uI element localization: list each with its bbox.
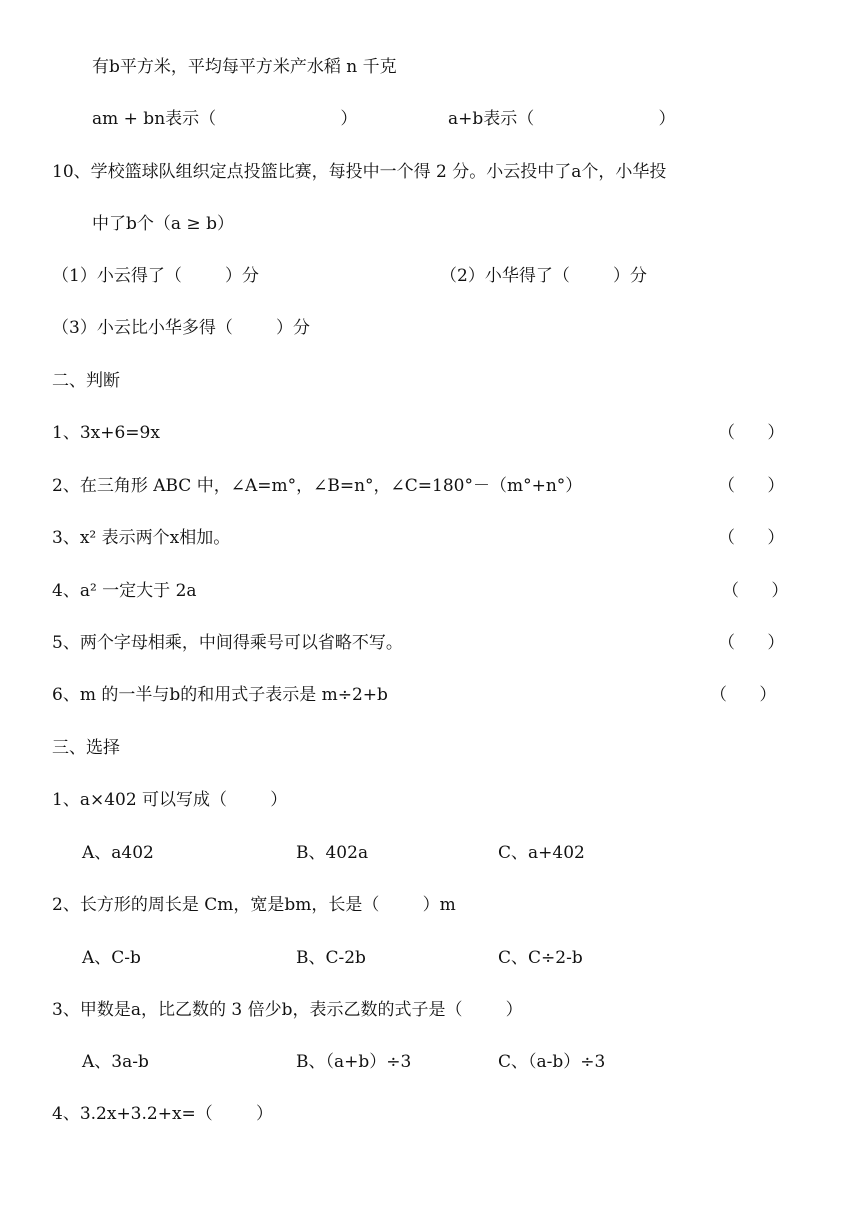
- judge-item-1-answer-paren: （ ）: [718, 423, 785, 443]
- judge-item-1: 1、3x+6=9x: [52, 423, 160, 443]
- judge-item-4: 4、a² 一定大于 2a: [52, 581, 197, 601]
- choice-1-option-b: B、402a: [296, 843, 369, 863]
- choice-3-option-a: A、3a-b: [82, 1052, 149, 1072]
- choice-3-option-c: C、（a-b）÷3: [498, 1052, 606, 1072]
- choice-3-option-b: B、（a+b）÷3: [296, 1052, 412, 1072]
- problem-9-blank-a-plus-b: a+b表示（ ）: [448, 109, 676, 129]
- judge-item-4-answer-paren: （ ）: [722, 581, 789, 601]
- problem-10-stem: 10、学校篮球队组织定点投篮比赛，每投中一个得 2 分。小云投中了a个，小华投: [52, 162, 667, 182]
- judge-item-3: 3、x² 表示两个x相加。: [52, 528, 231, 548]
- problem-10-sub-1: （1）小云得了（ ）分: [52, 266, 260, 286]
- judge-item-5: 5、两个字母相乘，中间得乘号可以省略不写。: [52, 633, 403, 653]
- problem-9-continuation: 有b平方米，平均每平方米产水稻 n 千克: [92, 57, 397, 77]
- choice-1-stem: 1、a×402 可以写成（ ）: [52, 790, 288, 810]
- choice-2-stem: 2、长方形的周长是 Cm，宽是bm，长是（ ）m: [52, 895, 456, 915]
- judge-item-3-answer-paren: （ ）: [718, 528, 785, 548]
- choice-1-option-c: C、a+402: [498, 843, 585, 863]
- choice-3-stem: 3、甲数是a，比乙数的 3 倍少b，表示乙数的式子是（ ）: [52, 1000, 523, 1020]
- choice-1-option-a: A、a402: [82, 843, 154, 863]
- problem-10-sub-2: （2）小华得了（ ）分: [440, 266, 648, 286]
- problem-10-sub-3: （3）小云比小华多得（ ）分: [52, 318, 311, 338]
- problem-9-blank-am-bn: am + bn表示（ ）: [92, 109, 358, 129]
- section-judge-heading: 二、判断: [52, 371, 120, 391]
- section-choice-heading: 三、选择: [52, 738, 120, 758]
- choice-2-option-c: C、C÷2-b: [498, 948, 583, 968]
- judge-item-5-answer-paren: （ ）: [718, 633, 785, 653]
- choice-2-option-a: A、C-b: [82, 948, 141, 968]
- choice-2-option-b: B、C-2b: [296, 948, 366, 968]
- judge-item-2-answer-paren: （ ）: [718, 476, 785, 496]
- judge-item-6-answer-paren: （ ）: [710, 685, 777, 705]
- judge-item-2: 2、在三角形 ABC 中，∠A=m°，∠B=n°，∠C=180°－（m°+n°）: [52, 476, 583, 496]
- problem-10-stem-continued: 中了b个（a ≥ b）: [92, 214, 234, 234]
- choice-4-stem: 4、3.2x+3.2+x=（ ）: [52, 1104, 274, 1124]
- judge-item-6: 6、m 的一半与b的和用式子表示是 m÷2+b: [52, 685, 388, 705]
